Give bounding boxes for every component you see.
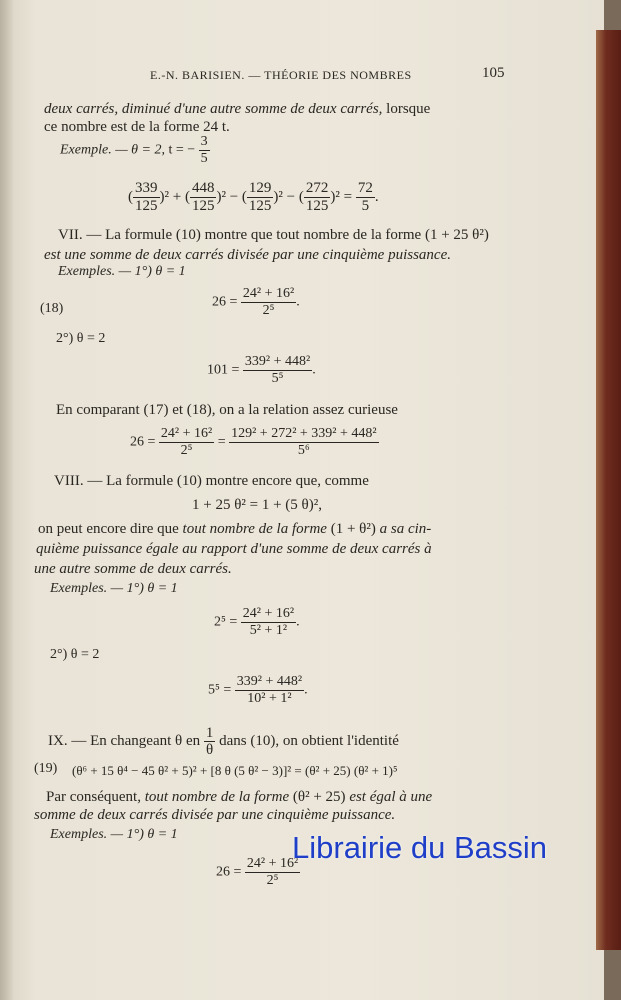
equation-label: (19) xyxy=(34,761,58,776)
section-vii: VII. — La formule (10) montre que tout nombre de la forme (1 + 25 θ²) xyxy=(58,227,489,243)
equation: 26 = $\frac{\text{24² + 16²}}{\text{2⁵}}$ xyxy=(216,856,299,888)
example-line: Exemples. — 1°) θ = 1 xyxy=(58,264,186,279)
book-cover-edge xyxy=(596,30,621,950)
example-line: 2°) θ = 2 xyxy=(56,331,106,346)
example-line: Exemples. — 1°) θ = 1 xyxy=(50,581,178,596)
equation: 26 = $\frac{\text{24² + 16²}}{\text{2⁵}}$ = $\frac{\text{129² + 272² + 339² + 448²}}{\text{5⁶}}$ xyxy=(130,426,377,458)
text-line: somme de deux carrés divisée par une cinquième puissance. xyxy=(34,807,396,823)
text-line: deux carrés, diminué d'une autre somme de deux carrés, lorsque xyxy=(44,101,431,117)
example-line: Exemple. — θ = 2, t = − $\frac{3}{5}$ xyxy=(60,134,208,166)
equation: 2⁵ = $\frac{\text{24² + 16²}}{\text{5² + 1²}}$ . xyxy=(214,606,300,638)
equation-label: (18) xyxy=(40,301,64,316)
example-line: Exemples. — 1°) θ = 1 xyxy=(50,827,178,842)
equation: ( $\frac{339}{125}$ )² + ( $\frac{448}{125}$ )² − ( $\frac{129}{125}$ )² − ( $\frac{272}{125}$ )² = $\frac{72}{5}$ . xyxy=(128,180,379,214)
text-line: ce nombre est de la forme 24 t. xyxy=(44,119,230,135)
example-line: 2°) θ = 2 xyxy=(50,647,100,662)
running-title: E.-N. BARISIEN. — THÉORIE DES NOMBRES xyxy=(150,68,412,82)
text-line: En comparant (17) et (18), on a la relation assez curieuse xyxy=(56,402,398,418)
equation: 5⁵ = $\frac{\text{339² + 448²}}{\text{10² + 1²}}$ . xyxy=(208,674,308,706)
equation: 26 = $\frac{\text{24² + 16²}}{\text{2⁵}}$ . xyxy=(212,286,300,318)
section-ix: IX. — En changeant θ en $\frac{1}{\theta}$ dans (10), on obtient l'identité xyxy=(48,725,399,759)
page-gutter xyxy=(0,0,14,1000)
text-line: quième puissance égale au rapport d'une somme de deux carrés à xyxy=(36,541,432,557)
equation: 101 = $\frac{\text{339² + 448²}}{\text{5⁵}}$ . xyxy=(207,354,316,386)
text-line: une autre somme de deux carrés. xyxy=(34,561,232,577)
section-viii: VIII. — La formule (10) montre encore que, comme xyxy=(54,473,369,489)
equation: (θ⁶ + 15 θ⁴ − 45 θ² + 5)² + [8 θ (5 θ² − 3)]² = (θ² + 25) (θ² + 1)⁵ xyxy=(72,763,398,778)
watermark: Librairie du Bassin xyxy=(292,830,548,865)
page-number: 105 xyxy=(482,65,505,81)
text-line: est une somme de deux carrés divisée par une cinquième puissance. xyxy=(44,247,451,263)
text-line: Par conséquent, tout nombre de la forme (θ² + 25) est égal à une xyxy=(46,789,433,805)
text-line: on peut encore dire que tout nombre de la forme (1 + θ²) a sa cin- xyxy=(38,521,432,537)
equation: 1 + 25 θ² = 1 + (5 θ)², xyxy=(192,497,322,513)
